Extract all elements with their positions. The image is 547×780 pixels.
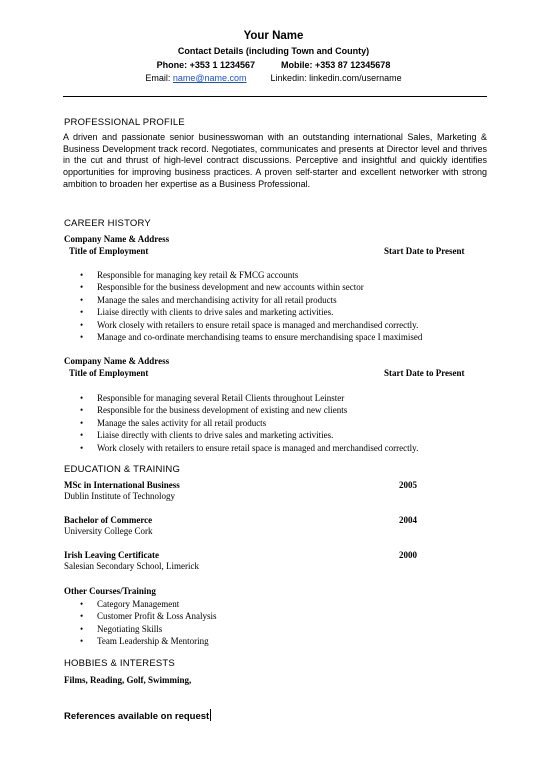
bullet-icon: • bbox=[80, 442, 84, 453]
references-line[interactable] bbox=[64, 709, 211, 722]
degree-name: Irish Leaving Certificate bbox=[64, 550, 159, 560]
list-item: • Manage and co-ordinate merchandising teams to ensure merchandising space I maximised bbox=[80, 332, 423, 343]
list-item: • Work closely with retailers to ensure retail space is managed and merchandised correctly. bbox=[80, 442, 419, 453]
job-1-bullet-list bbox=[80, 269, 422, 343]
job-1-role: Title of Employment bbox=[69, 246, 149, 256]
job-2-bullet-list bbox=[80, 392, 418, 454]
bullet-icon: • bbox=[80, 332, 84, 343]
job-1-company: Company Name & Address bbox=[64, 234, 170, 244]
bullet-icon: • bbox=[80, 405, 84, 416]
email-linkedin-row bbox=[0, 73, 547, 83]
degree-year: 2000 bbox=[399, 550, 417, 560]
list-item: • Manage the sales and merchandising activity for all retail products bbox=[80, 294, 337, 305]
job-2-role: Title of Employment bbox=[69, 368, 149, 378]
list-item: • Work closely with retailers to ensure retail space is managed and merchandised correctly. bbox=[80, 319, 419, 330]
list-item: • Customer Profit & Loss Analysis bbox=[80, 611, 217, 622]
job-2-company: Company Name & Address bbox=[64, 356, 170, 366]
bullet-icon: • bbox=[80, 270, 84, 280]
list-item: • Responsible for the business development and new accounts within sector bbox=[80, 282, 364, 293]
degree-year: 2005 bbox=[399, 480, 417, 490]
school-name: Salesian Secondary School, Limerick bbox=[64, 561, 199, 571]
candidate-name: Your Name bbox=[243, 30, 304, 42]
bullet-icon: • bbox=[80, 430, 84, 441]
bullet-icon: • bbox=[80, 294, 84, 305]
bullet-icon: • bbox=[80, 319, 84, 330]
list-item: • Team Leadership & Mentoring bbox=[80, 636, 209, 647]
degree-year: 2004 bbox=[399, 515, 417, 525]
bullet-icon: • bbox=[80, 599, 84, 609]
degree-name: Bachelor of Commerce bbox=[64, 515, 153, 525]
job-1-title-row bbox=[69, 246, 479, 256]
job-2-title-row bbox=[69, 368, 479, 378]
text-cursor bbox=[210, 709, 211, 721]
list-item: • Negotiating Skills bbox=[80, 623, 163, 634]
school-name: University College Cork bbox=[64, 526, 153, 536]
list-item: • Responsible for managing several Retail Clients throughout Leinster bbox=[80, 393, 345, 403]
education-entry bbox=[64, 550, 444, 571]
education-entry bbox=[64, 515, 444, 536]
email-link[interactable]: name@name.com bbox=[172, 73, 247, 83]
career-heading: CAREER HISTORY bbox=[64, 218, 151, 229]
list-item: • Liaise directly with clients to drive sales and marketing activities. bbox=[80, 430, 334, 441]
school-name: Dublin Institute of Technology bbox=[64, 491, 175, 501]
job-2-dates: Start Date to Present bbox=[384, 368, 465, 378]
other-courses-list bbox=[80, 598, 217, 648]
profile-text: A driven and passionate senior businesswoman with an outstanding international Sales, Marketing & Business Development track record. Negotiates, communicates and presents at Director level and thrives in the cut and thrust of high-level contract discussions. Perceptive and insightful and quickly identifies opportunities for improving business practices. A proven self-starter and excellent networker with strong ambition to broaden her expertise as a Business Professional. bbox=[63, 132, 487, 189]
hobbies-heading: HOBBIES & INTERESTS bbox=[64, 658, 175, 669]
list-item: • Category Management bbox=[80, 599, 180, 609]
bullet-icon: • bbox=[80, 307, 84, 318]
list-item: • Liaise directly with clients to drive sales and marketing activities. bbox=[80, 307, 334, 318]
bullet-icon: • bbox=[80, 611, 84, 622]
header-divider bbox=[63, 96, 487, 97]
bullet-icon: • bbox=[80, 282, 84, 293]
other-courses-heading: Other Courses/Training bbox=[64, 586, 156, 596]
job-1-dates: Start Date to Present bbox=[384, 246, 465, 256]
phone-row bbox=[0, 60, 547, 70]
education-entry bbox=[64, 480, 444, 501]
mobile-number: Mobile: +353 87 12345678 bbox=[281, 60, 391, 70]
bullet-icon: • bbox=[80, 393, 84, 403]
education-heading: EDUCATION & TRAINING bbox=[64, 464, 181, 475]
bullet-icon: • bbox=[80, 417, 84, 428]
list-item: • Responsible for the business development of existing and new clients bbox=[80, 405, 348, 416]
phone-number: Phone: +353 1 1234567 bbox=[156, 60, 255, 70]
profile-heading: PROFESSIONAL PROFILE bbox=[64, 117, 185, 128]
hobbies-text: Films, Reading, Golf, Swimming, bbox=[64, 675, 192, 685]
linkedin-text: Linkedin: linkedin.com/username bbox=[270, 73, 402, 83]
references-text: References available on request bbox=[64, 711, 210, 722]
email-label: Email: bbox=[145, 73, 173, 83]
list-item: • Responsible for managing key retail & FMCG accounts bbox=[80, 270, 299, 280]
degree-name: MSc in International Business bbox=[64, 480, 180, 490]
bullet-icon: • bbox=[80, 623, 84, 634]
bullet-icon: • bbox=[80, 636, 84, 647]
list-item: • Manage the sales activity for all retail products bbox=[80, 417, 267, 428]
contact-details: Contact Details (including Town and County) bbox=[177, 46, 370, 56]
